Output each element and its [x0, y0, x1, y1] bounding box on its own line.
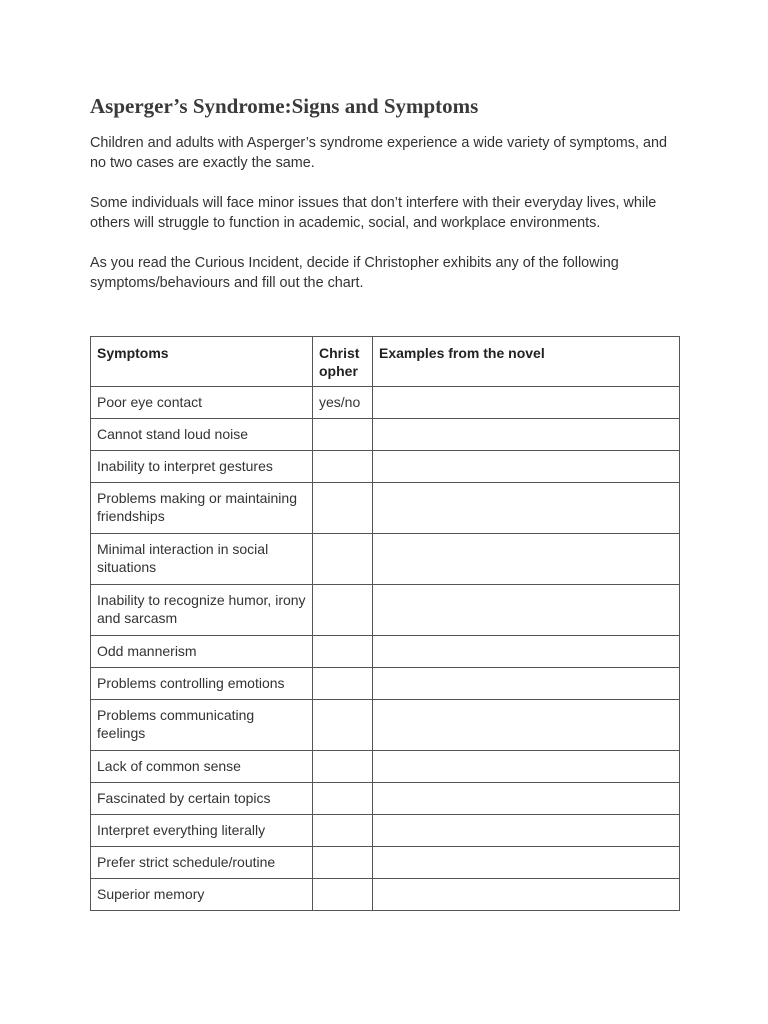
instructions-paragraph: As you read the Curious Incident, decide if Christopher exhibits any of the following symptoms/behaviours and fill out the chart.: [90, 255, 619, 291]
christopher-cell[interactable]: [313, 847, 373, 879]
table-row: [91, 387, 680, 419]
christopher-cell[interactable]: [313, 815, 373, 847]
table-header-row: [91, 337, 680, 387]
example-cell[interactable]: [373, 636, 680, 668]
symptom-cell: Cannot stand loud noise: [91, 419, 313, 451]
example-cell[interactable]: [373, 387, 680, 419]
symptom-cell: Minimal interaction in social situations: [91, 534, 313, 585]
symptoms-chart: [90, 336, 680, 911]
example-cell[interactable]: [373, 585, 680, 636]
symptom-cell: Interpret everything literally: [91, 815, 313, 847]
christopher-cell[interactable]: [313, 700, 373, 751]
header-symptoms: Symptoms: [91, 337, 313, 387]
christopher-cell[interactable]: [313, 783, 373, 815]
table-row: [91, 668, 680, 700]
christopher-cell[interactable]: [313, 419, 373, 451]
example-cell[interactable]: [373, 815, 680, 847]
table-row: [91, 751, 680, 783]
symptom-cell: Prefer strict schedule/routine: [91, 847, 313, 879]
example-cell[interactable]: [373, 668, 680, 700]
example-cell[interactable]: [373, 419, 680, 451]
example-cell[interactable]: [373, 483, 680, 534]
example-cell[interactable]: [373, 783, 680, 815]
symptom-cell: Problems communicating feelings: [91, 700, 313, 751]
table-row: [91, 419, 680, 451]
header-examples: Examples from the novel: [373, 337, 680, 387]
symptom-cell: Poor eye contact: [91, 387, 313, 419]
example-cell[interactable]: [373, 847, 680, 879]
table-row: [91, 451, 680, 483]
severity-paragraph: Some individuals will face minor issues that don’t interfere with their everyday lives, while others will struggle to function in academic, social, and workplace environments.: [90, 195, 657, 231]
table-row: [91, 879, 680, 911]
symptom-cell: Fascinated by certain topics: [91, 783, 313, 815]
example-cell[interactable]: [373, 534, 680, 585]
table-body: [91, 387, 680, 911]
table-row: [91, 783, 680, 815]
table-row: [91, 847, 680, 879]
christopher-cell[interactable]: [313, 534, 373, 585]
symptom-cell: Superior memory: [91, 879, 313, 911]
table-row: [91, 585, 680, 636]
table-row: [91, 700, 680, 751]
symptom-cell: Lack of common sense: [91, 751, 313, 783]
intro-paragraph: Children and adults with Asperger’s syndrome experience a wide variety of symptoms, and no two cases are exactly the same.: [90, 135, 667, 171]
header-christopher: Christopher: [313, 337, 373, 387]
example-cell[interactable]: [373, 879, 680, 911]
table-row: [91, 483, 680, 534]
symptom-cell: Problems controlling emotions: [91, 668, 313, 700]
table-row: [91, 534, 680, 585]
christopher-cell[interactable]: yes/no: [313, 387, 373, 419]
symptom-cell: Inability to interpret gestures: [91, 451, 313, 483]
christopher-cell[interactable]: [313, 751, 373, 783]
christopher-cell[interactable]: [313, 483, 373, 534]
symptom-cell: Inability to recognize humor, irony and sarcasm: [91, 585, 313, 636]
christopher-cell[interactable]: [313, 585, 373, 636]
example-cell[interactable]: [373, 451, 680, 483]
example-cell[interactable]: [373, 751, 680, 783]
table-row: [91, 815, 680, 847]
page-title: Asperger’s Syndrome:Signs and Symptoms: [90, 94, 479, 118]
example-cell[interactable]: [373, 700, 680, 751]
christopher-cell[interactable]: [313, 451, 373, 483]
table-row: [91, 636, 680, 668]
christopher-cell[interactable]: [313, 879, 373, 911]
symptom-cell: Odd mannerism: [91, 636, 313, 668]
symptom-cell: Problems making or maintaining friendships: [91, 483, 313, 534]
christopher-cell[interactable]: [313, 668, 373, 700]
christopher-cell[interactable]: [313, 636, 373, 668]
